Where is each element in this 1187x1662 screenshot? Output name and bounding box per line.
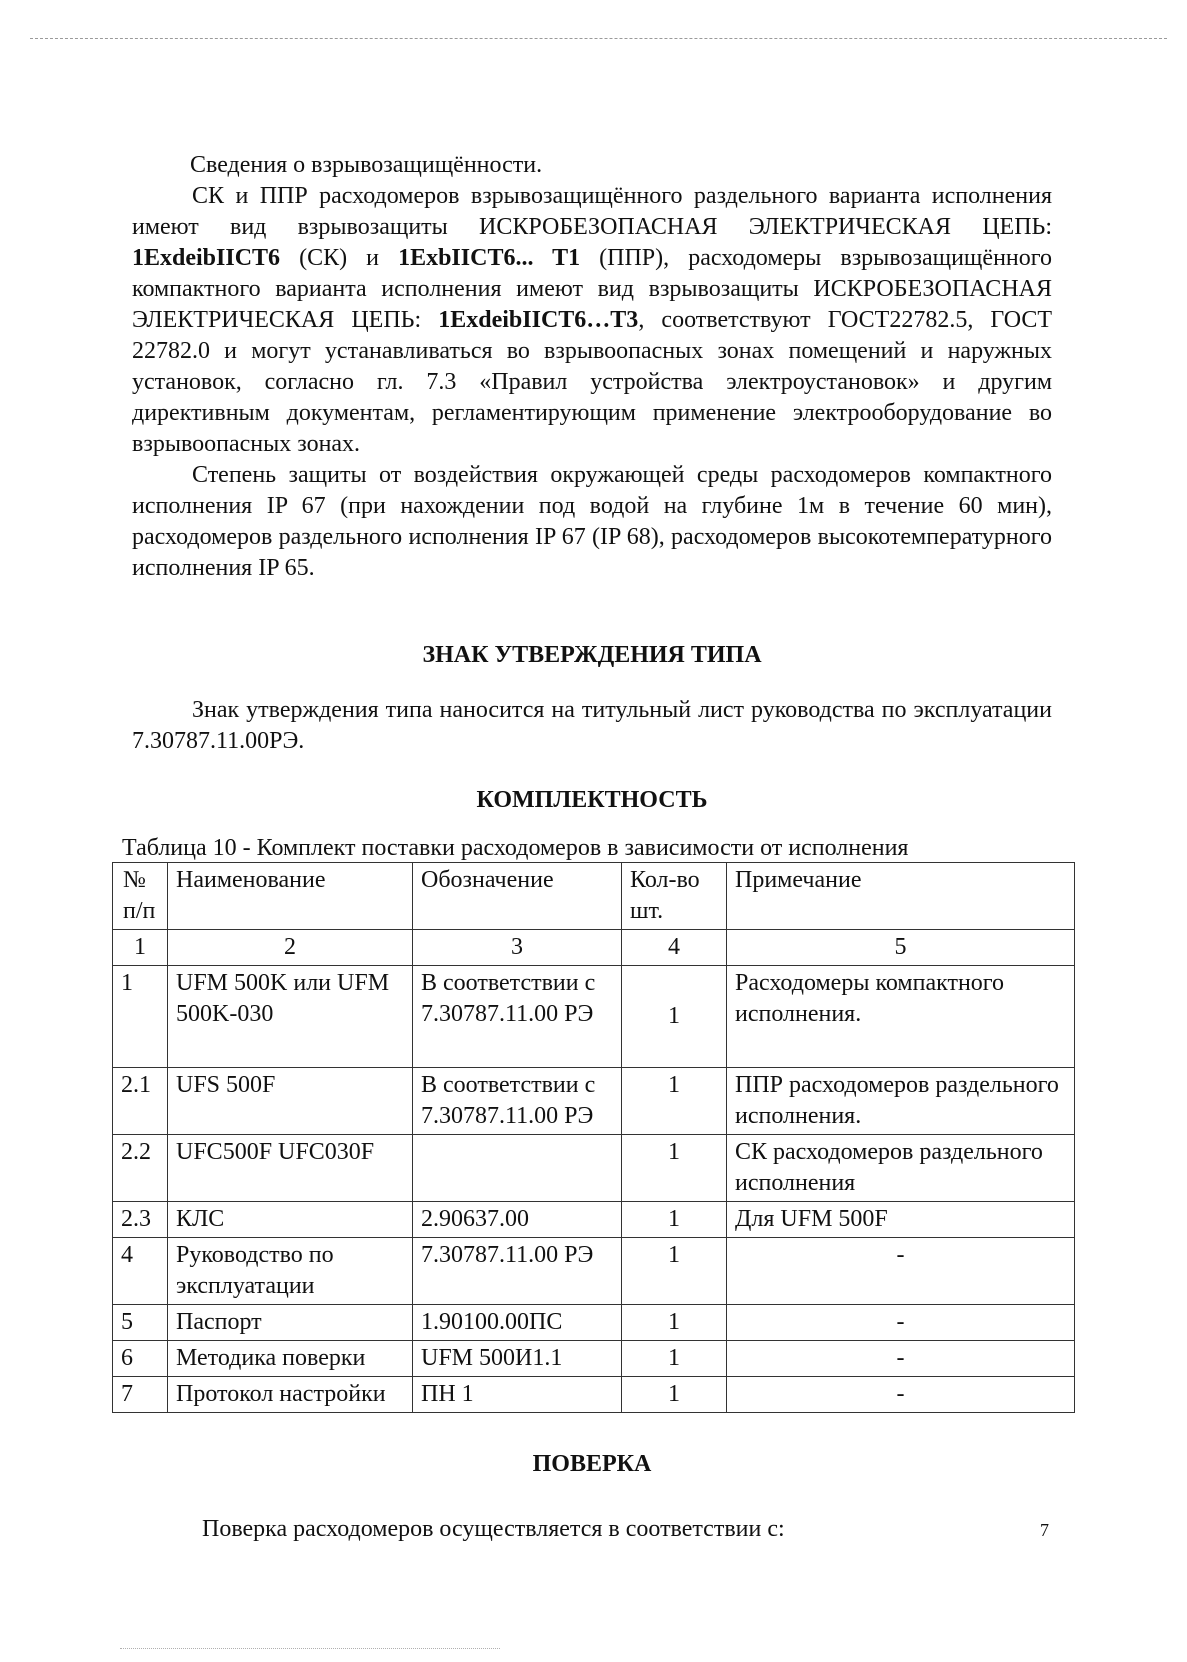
cell-name: UFM 500K или UFM 500K-030 [168, 966, 413, 1068]
document-page [121, 150, 1059, 1545]
column-number: 1 [113, 930, 168, 966]
column-number-row [113, 930, 1075, 966]
cell-note: - [727, 1238, 1075, 1305]
table-header-row [113, 863, 1075, 930]
cell-num: 7 [113, 1377, 168, 1413]
cell-name: Руководство по эксплуатации [168, 1238, 413, 1305]
explosion-protection-paragraph: СК и ППР расходомеров взрывозащищённого раздельного варианта исполнения имеют вид взрывозащиты ИСКРОБЕЗОПАСНАЯ ЭЛЕКТРИЧЕСКАЯ ЦЕПЬ: 1ExdeibIICT6 (СК) и 1ExbIICT6... T1 (ППР), расходомеры взрывозащищённого компактного варианта исполнения имеют вид взрывозащиты ИСКРОБЕЗОПАСНАЯ ЭЛЕКТРИЧЕСКАЯ ЦЕПЬ: 1ExdeibIICT6…T3, соответствуют ГОСТ22782.5, ГОСТ 22782.0 и могут устанавливаться во взрывоопасных зонах помещений и наружных установок, согласно гл. 7.3 «Правил устройства электроустановок» и другим директивным документам, регламентирующим применение электрооборудование во взрывоопасных зонах. [132, 183, 1053, 457]
scan-artifact-top [30, 38, 1167, 39]
cell-num: 2.2 [113, 1135, 168, 1202]
column-number: 2 [168, 930, 413, 966]
cell-note: Для UFM 500F [727, 1202, 1075, 1238]
cell-designation: 2.90637.00 [413, 1202, 622, 1238]
verification-title: ПОВЕРКА [532, 1451, 652, 1477]
header-qty: Кол-во шт. [622, 863, 727, 930]
page-number: 7 [1040, 1520, 1049, 1540]
scan-artifact-bottom [120, 1648, 500, 1649]
cell-designation [413, 1135, 622, 1202]
cell-qty: 1 [622, 1202, 727, 1238]
cell-designation: В соответствии с 7.30787.11.00 РЭ [413, 966, 622, 1068]
table-row [113, 966, 1075, 1068]
table-row [113, 1135, 1075, 1202]
cell-note: - [727, 1377, 1075, 1413]
cell-qty: 1 [622, 1377, 727, 1413]
cell-num: 5 [113, 1305, 168, 1341]
cell-qty: 1 [622, 1068, 727, 1135]
cell-designation: 1.90100.00ПС [413, 1305, 622, 1341]
cell-qty: 1 [622, 1341, 727, 1377]
verification-text: Поверка расходомеров осуществляется в соответствии с: [202, 1516, 785, 1542]
cell-name: Протокол настройки [168, 1377, 413, 1413]
explosion-protection-heading: Сведения о взрывозащищённости. [190, 152, 543, 178]
header-num: № п/п [113, 863, 168, 930]
table-row [113, 1305, 1075, 1341]
completeness-title: КОМПЛЕКТНОСТЬ [476, 787, 708, 813]
cell-designation: 7.30787.11.00 РЭ [413, 1238, 622, 1305]
marking-ppr: 1ExbIICT6... T1 [398, 245, 581, 271]
type-approval-title: ЗНАК УТВЕРЖДЕНИЯ ТИПА [422, 642, 762, 668]
table-row [113, 1238, 1075, 1305]
cell-num: 2.3 [113, 1202, 168, 1238]
column-number: 3 [413, 930, 622, 966]
table-row [113, 1341, 1075, 1377]
cell-name: КЛС [168, 1202, 413, 1238]
cell-designation: UFM 500И1.1 [413, 1341, 622, 1377]
cell-qty: 1 [622, 1238, 727, 1305]
column-number: 4 [622, 930, 727, 966]
cell-qty: 1 [622, 966, 727, 1068]
header-note: Примечание [727, 863, 1075, 930]
table-row [113, 1377, 1075, 1413]
header-designation: Обозначение [413, 863, 622, 930]
table-row [113, 1202, 1075, 1238]
cell-name: UFC500F UFC030F [168, 1135, 413, 1202]
cell-num: 6 [113, 1341, 168, 1377]
cell-qty: 1 [622, 1135, 727, 1202]
cell-num: 1 [113, 966, 168, 1068]
cell-num: 4 [113, 1238, 168, 1305]
header-name: Наименование [168, 863, 413, 930]
ingress-protection-paragraph: Степень защиты от воздействия окружающей среды расходомеров компактного исполнения IP 67 (при нахождении под водой на глубине 1м в течение 60 мин), расходомеров раздельного исполнения IP 67 (IP 68), расходомеров высокотемпературного исполнения IP 65. [132, 462, 1052, 581]
type-approval-text: Знак утверждения типа наносится на титульный лист руководства по эксплуатации 7.30787.11.00РЭ. [132, 697, 1052, 754]
cell-note: СК расходомеров раздельного исполнения [727, 1135, 1075, 1202]
cell-note: Расходомеры компактного исполнения. [727, 966, 1075, 1068]
table-caption: Таблица 10 - Комплект поставки расходомеров в зависимости от исполнения [122, 835, 909, 861]
cell-num: 2.1 [113, 1068, 168, 1135]
marking-compact: 1ExdeibIICT6…T3 [438, 307, 639, 333]
cell-qty: 1 [622, 1305, 727, 1341]
cell-name: Методика поверки [168, 1341, 413, 1377]
cell-designation: ПН 1 [413, 1377, 622, 1413]
column-number: 5 [727, 930, 1075, 966]
cell-name: UFS 500F [168, 1068, 413, 1135]
table-row [113, 1068, 1075, 1135]
cell-note: - [727, 1341, 1075, 1377]
delivery-set-table [112, 862, 1075, 1413]
cell-note: ППР расходомеров раздельного исполнения. [727, 1068, 1075, 1135]
marking-ck: 1ExdeibIICT6 [132, 245, 281, 271]
cell-note: - [727, 1305, 1075, 1341]
cell-designation: В соответствии с 7.30787.11.00 РЭ [413, 1068, 622, 1135]
cell-name: Паспорт [168, 1305, 413, 1341]
